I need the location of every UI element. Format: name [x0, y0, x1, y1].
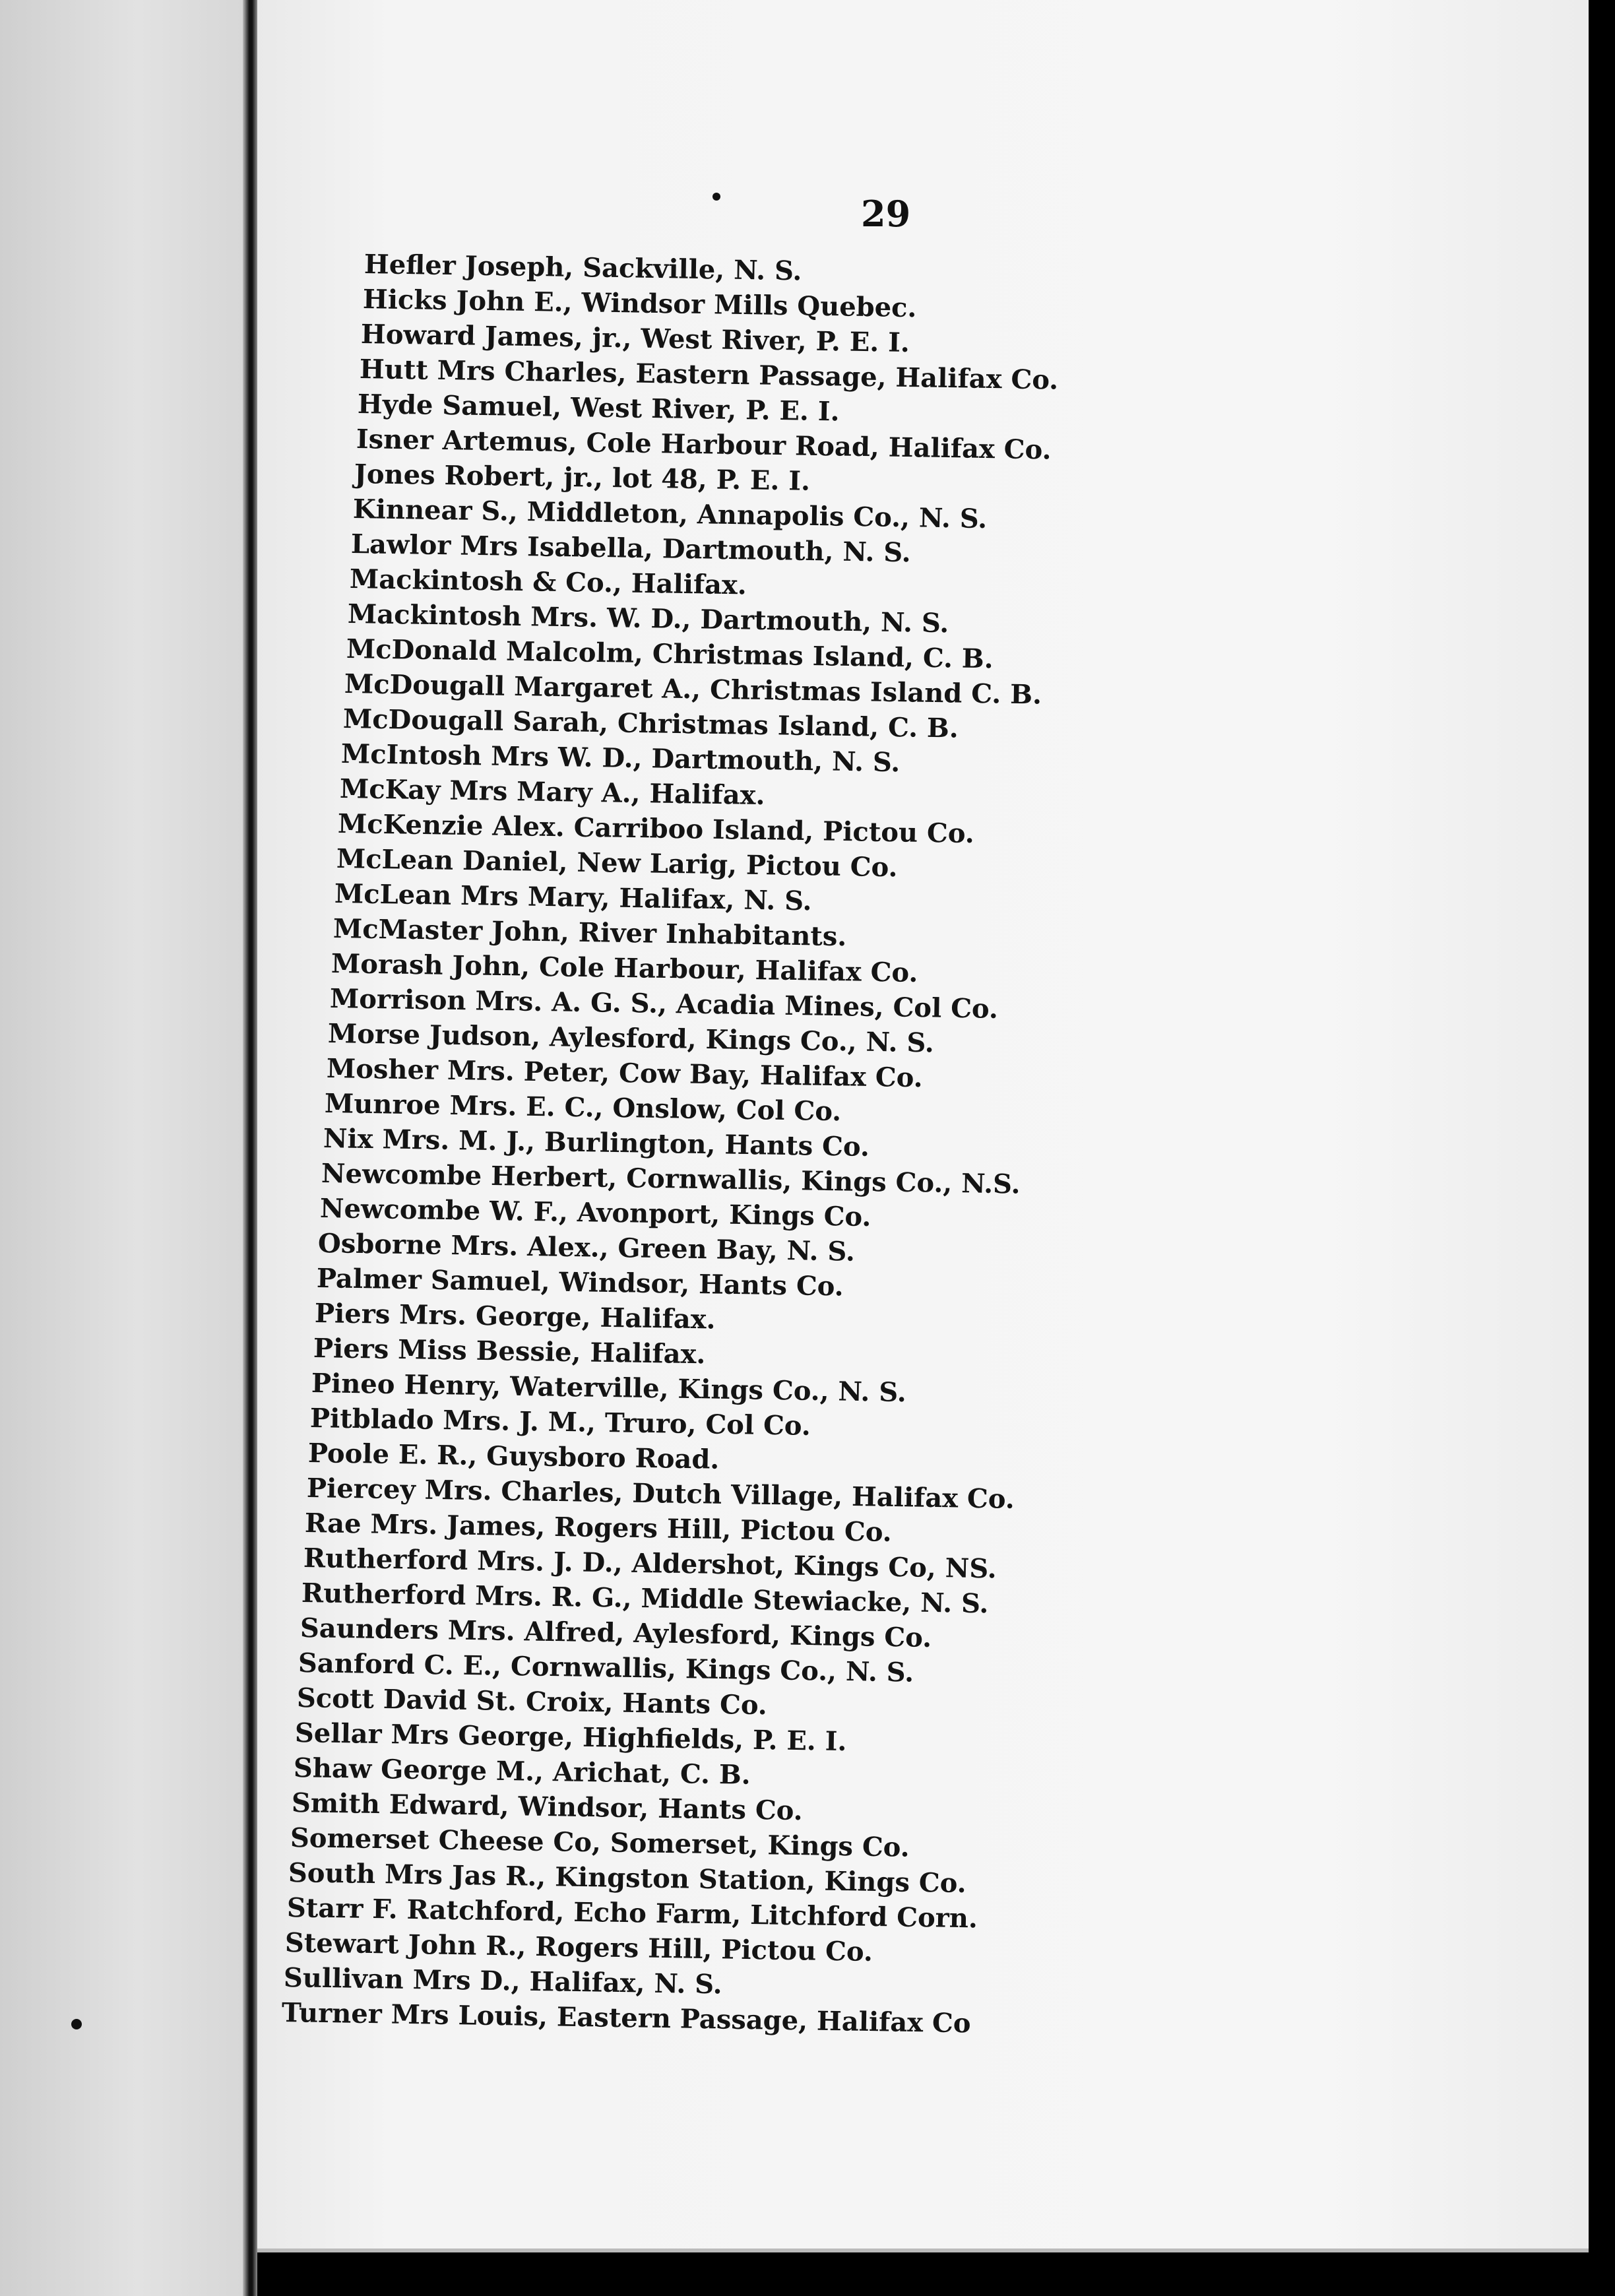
list-entry: McKay Mrs Mary A., Halifax.	[339, 773, 765, 812]
list-entry: Mosher Mrs. Peter, Cow Bay, Halifax Co.	[326, 1053, 923, 1094]
list-entry: Newcombe Herbert, Cornwallis, Kings Co., N.S.	[321, 1158, 1021, 1200]
list-entry: Sellar Mrs George, Highfields, P. E. I.	[294, 1717, 847, 1758]
ink-speck	[71, 2019, 82, 2029]
list-entry: Turner Mrs Louis, Eastern Passage, Halifax Co	[281, 1997, 971, 2039]
list-entry: McLean Daniel, New Larig, Pictou Co.	[336, 843, 898, 883]
list-entry: Osborne Mrs. Alex., Green Bay, N. S.	[317, 1228, 856, 1267]
list-entry: Somerset Cheese Co, Somerset, Kings Co.	[290, 1822, 910, 1863]
list-entry: Scott David St. Croix, Hants Co.	[296, 1682, 768, 1721]
list-entry: Munroe Mrs. E. C., Onslow, Col Co.	[324, 1088, 842, 1128]
list-entry: Piers Mrs. George, Halifax.	[314, 1298, 716, 1335]
list-entry: Saunders Mrs. Alfred, Aylesford, Kings Co.	[300, 1612, 932, 1654]
list-entry: Shaw George M., Arichat, C. B.	[293, 1752, 751, 1791]
list-entry: Isner Artemus, Cole Harbour Road, Halifax Co.	[356, 424, 1052, 466]
list-entry: Rutherford Mrs. R. G., Middle Stewiacke, N. S.	[301, 1578, 989, 1620]
list-entry: McKenzie Alex. Carriboo Island, Pictou Co.	[337, 808, 975, 850]
list-entry: Smith Edward, Windsor, Hants Co.	[291, 1787, 804, 1827]
list-entry: Morse Judson, Aylesford, Kings Co., N. S.	[327, 1018, 935, 1059]
list-entry: Hutt Mrs Charles, Eastern Passage, Halifax Co.	[359, 354, 1059, 396]
list-entry: Pineo Henry, Waterville, Kings Co., N. S.	[311, 1368, 907, 1409]
list-entry: Mackintosh Mrs. W. D., Dartmouth, N. S.	[347, 598, 949, 639]
list-entry: McMaster John, River Inhabitants.	[332, 913, 847, 953]
list-entry: Jones Robert, jr., lot 48, P. E. I.	[354, 459, 811, 497]
list-entry: Hicks John E., Windsor Mills Quebec.	[362, 284, 917, 324]
list-entry: Morrison Mrs. A. G. S., Acadia Mines, Col Co.	[329, 983, 999, 1025]
exhibitor-list	[0, 247, 1615, 2095]
list-entry: McLean Mrs Mary, Halifax, N. S.	[334, 878, 812, 917]
list-entry: Sullivan Mrs D., Halifax, N. S.	[283, 1962, 723, 2000]
list-entry: Nix Mrs. M. J., Burlington, Hants Co.	[323, 1123, 870, 1163]
list-entry: Newcombe W. F., Avonport, Kings Co.	[319, 1193, 871, 1233]
list-entry: Kinnear S., Middleton, Annapolis Co., N. S.	[352, 494, 988, 535]
list-entry: Hyde Samuel, West River, P. E. I.	[357, 389, 840, 428]
list-entry: Piercey Mrs. Charles, Dutch Village, Halifax Co.	[306, 1473, 1015, 1515]
list-entry: McDougall Margaret A., Christmas Island C. B.	[344, 668, 1042, 711]
list-entry: South Mrs Jas R., Kingston Station, Kings Co.	[288, 1857, 966, 1899]
list-entry: Starr F. Ratchford, Echo Farm, Litchford Corn.	[286, 1892, 978, 1934]
list-entry: Lawlor Mrs Isabella, Dartmouth, N. S.	[350, 528, 912, 569]
list-entry: Piers Miss Bessie, Halifax.	[313, 1333, 706, 1370]
page-bottom-edge	[257, 2248, 1589, 2252]
list-entry: Palmer Samuel, Windsor, Hants Co.	[316, 1263, 844, 1302]
list-entry: McIntosh Mrs W. D., Dartmouth, N. S.	[340, 738, 901, 779]
list-entry: McDougall Sarah, Christmas Island, C. B.	[342, 703, 959, 744]
list-entry: Poole E. R., Guysboro Road.	[307, 1438, 720, 1475]
list-entry: Pitblado Mrs. J. M., Truro, Col Co.	[309, 1403, 811, 1442]
list-entry: Rae Mrs. James, Rogers Hill, Pictou Co.	[304, 1508, 893, 1548]
list-entry: Stewart John R., Rogers Hill, Pictou Co.	[284, 1927, 873, 1967]
list-entry: Sanford C. E., Cornwallis, Kings Co., N. S.	[298, 1647, 914, 1688]
page-number: 29	[861, 193, 911, 235]
list-entry: Howard James, jr., West River, P. E. I.	[360, 319, 910, 359]
list-entry: Hefler Joseph, Sackville, N. S.	[364, 249, 802, 287]
list-entry: Morash John, Cole Harbour, Halifax Co.	[331, 948, 918, 988]
list-entry: McDonald Malcolm, Christmas Island, C. B.	[346, 633, 994, 675]
list-entry: Rutherford Mrs. J. D., Aldershot, Kings Co, NS.	[303, 1543, 998, 1585]
ink-speck	[712, 193, 720, 201]
list-entry: Mackintosh & Co., Halifax.	[349, 563, 747, 601]
